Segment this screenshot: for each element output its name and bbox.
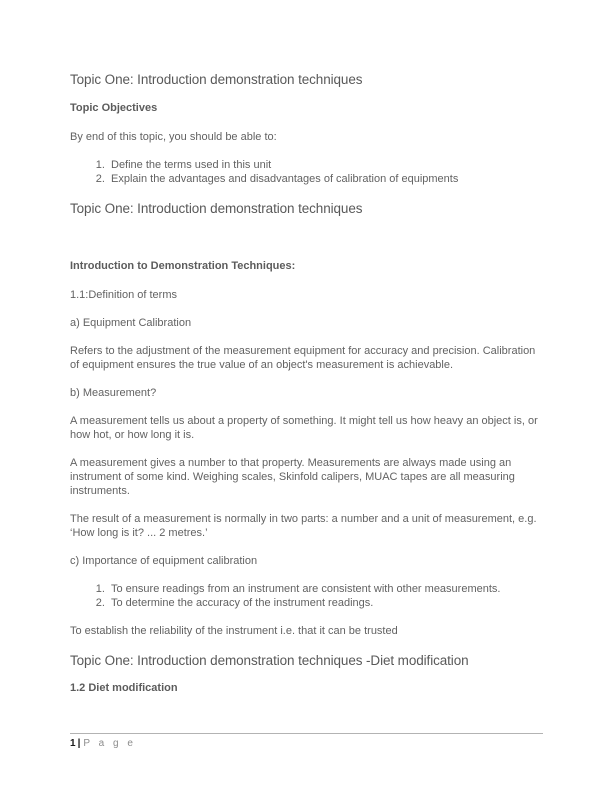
diet-modification-subheading: 1.2 Diet modification xyxy=(70,682,178,694)
footer-page-number: 1 xyxy=(70,738,76,749)
objectives-list-item-1: 1. Define the terms used in this unit xyxy=(108,158,540,172)
topic-one-heading-second: Topic One: Introduction demonstration techniques xyxy=(70,201,363,216)
item-b-measurement-line: b) Measurement? xyxy=(70,387,157,399)
importance-list xyxy=(70,582,540,610)
item-c-importance-line: c) Importance of equipment calibration xyxy=(70,555,258,567)
measurement-paragraph-1: A measurement tells us about a property of something. It might tell us how heavy an object is, or how hot, or how long it is. xyxy=(70,415,538,441)
reliability-paragraph: To establish the reliability of the instrument i.e. that it can be trusted xyxy=(70,625,398,637)
topic-one-heading-first: Topic One: Introduction demonstration techniques xyxy=(70,72,363,87)
page-footer xyxy=(70,733,543,750)
definition-of-terms-line: 1.1:Definition of terms xyxy=(70,289,177,301)
importance-list-item-2: 2. To determine the accuracy of the instrument readings. xyxy=(108,596,540,610)
topic-one-diet-modification-heading: Topic One: Introduction demonstration techniques -Diet modification xyxy=(70,653,469,668)
introduction-techniques-heading: Introduction to Demonstration Techniques: xyxy=(70,260,296,272)
calibration-definition-paragraph: Refers to the adjustment of the measurement equipment for accuracy and precision. Calibration of equipment ensures the true value of an object's measurement is achievable. xyxy=(70,345,536,371)
measurement-paragraph-3: The result of a measurement is normally in two parts: a number and a unit of measurement, e.g. ‘How long is it? ... 2 metres.’ xyxy=(70,513,537,539)
footer-separator: | xyxy=(77,738,81,749)
measurement-paragraph-2: A measurement gives a number to that property. Measurements are always made using an instrument of some kind. Weighing scales, Skinfold calipers, MUAC tapes are all measuring instruments. xyxy=(70,457,515,497)
objectives-list-item-2: 2. Explain the advantages and disadvantages of calibration of equipments xyxy=(108,172,540,186)
objectives-list xyxy=(70,158,540,186)
footer-page-label: P a g e xyxy=(83,738,136,749)
topic-objectives-heading: Topic Objectives xyxy=(70,102,158,114)
item-a-equipment-calibration-line: a) Equipment Calibration xyxy=(70,317,192,329)
objectives-intro-paragraph: By end of this topic, you should be able to: xyxy=(70,131,277,143)
importance-list-item-1: 1. To ensure readings from an instrument are consistent with other measurements. xyxy=(108,582,540,596)
